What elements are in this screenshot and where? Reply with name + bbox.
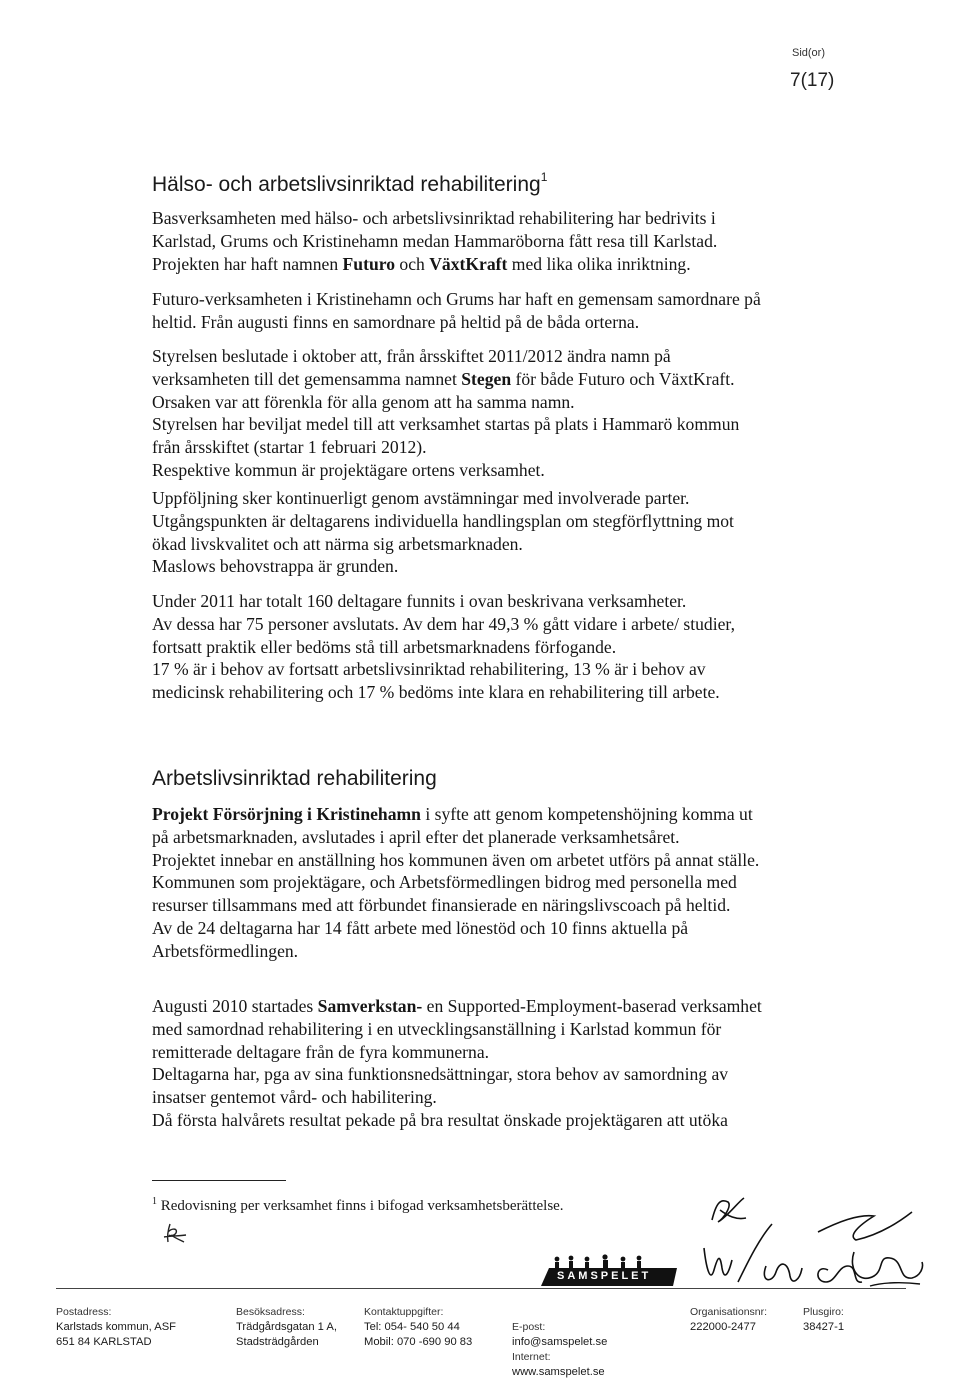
footer-kontakt [364,1305,472,1350]
text-line: 17 % är i behov av fortsatt arbetslivsinriktad rehabilitering, 13 % är i behov av [152,659,706,680]
footer-website-link[interactable]: www.samspelet.se [512,1366,605,1378]
text-line: Kommunen som projektägare, och Arbetsförmedlingen bidrog med personella med [152,872,737,893]
paragraph [152,487,852,578]
text-line [152,253,852,276]
footer-label: Kontaktuppgifter: [364,1306,444,1318]
signatures [698,1196,928,1288]
text-line: Deltagarna har, pga av sina funktionsnedsättningar, stora behov av samordning av [152,1064,729,1085]
text-line: med samordnad rehabilitering i en utvecklingsanställning i Karlstad kommun för [152,1018,722,1039]
text-line: på arbetsmarknaden, avslutades i april efter det planerade verksamhetsåret. [152,826,680,847]
text-line: Projektet innebar en anställning hos kommunen även om arbetet utförs på annat ställe. [152,849,760,870]
text-line: Då första halvårets resultat pekade på bra resultat önskade projektägaren att utöka [152,1109,728,1130]
footer-internet-row [512,1350,607,1380]
footer-label: Plusgiro: [803,1306,844,1318]
paragraph [152,590,852,704]
paragraph [152,803,852,963]
footer-label: Organisationsnr: [690,1306,768,1318]
footnote-text: Redovisning per verksamhet finns i bifogad verksamhetsberättelse. [157,1198,564,1214]
project-name-stegen: Stegen [461,368,512,389]
footer-mobile: Mobil: 070 -690 90 83 [364,1336,473,1348]
text-line: Futuro-verksamheten i Kristinehamn och Grums har haft en gemensam samordnare på [152,289,761,309]
footer-label: Internet: [512,1351,551,1363]
text-line: insatser gentemot vård- och habilitering. [152,1087,437,1108]
text-line: från årsskiftet (startar 1 februari 2012). [152,437,427,458]
text-line: Uppföljning sker kontinuerligt genom avstämningar med involverade parter. [152,488,690,508]
footer-label: E-post: [512,1321,546,1333]
footer-label: Postadress: [56,1306,112,1318]
section-heading-halso [152,172,547,197]
footer-value: Karlstads kommun, ASF [56,1321,176,1333]
page-number: 7(17) [790,70,835,91]
handwritten-initial [162,1222,188,1246]
samspelet-logo [535,1254,685,1288]
footnote [152,1196,564,1215]
text-line: Styrelsen har beviljat medel till att verksamhet startas på plats i Hammarö kommun [152,414,740,435]
page-count-label: Sid(or) [792,47,826,59]
footer-value: 38427-1 [803,1321,845,1333]
text-line: Utgångspunkten är deltagarens individuella handlingsplan om stegförflyttning mot [152,510,734,531]
text-run: i syfte att genom kompetenshöjning komma ut [420,804,753,824]
footer-label: Besöksadress: [236,1306,305,1318]
footnote-divider [152,1180,286,1181]
text-line: Karlstad, Grums och Kristinehamn medan Hammaröborna fått resa till Karlstad. [152,230,718,251]
text-line: heltid. Från augusti finns en samordnare på heltid på de båda orterna. [152,311,640,332]
footnote-number: 1 [152,1196,157,1207]
footer-value: Trädgårdsgatan 1 A, [236,1321,337,1333]
text-line [152,803,852,826]
heading-text: Hälso- och arbetslivsinriktad rehabilitering [152,173,541,196]
text-line [152,368,852,391]
project-name-futuro: Futuro [342,253,396,274]
footer-web [512,1320,607,1380]
footer-divider [56,1288,906,1289]
footer-value: 651 84 KARLSTAD [56,1336,152,1348]
text-line [152,995,852,1018]
text-run: med lika olika inriktning. [507,253,691,274]
text-line: remitterade deltagare från de fyra kommunerna. [152,1041,490,1062]
text-line: Av de 24 deltagarna har 14 fått arbete med lönestöd och 10 finns aktuella på [152,917,689,938]
text-line: Basverksamheten med hälso- och arbetslivsinriktad rehabilitering har bedrivits i [152,208,716,228]
text-run: för både Futuro och VäxtKraft. [511,368,735,389]
section-heading-arbetslivsinriktad: Arbetslivsinriktad rehabilitering [152,767,437,790]
footer-email-link[interactable]: info@samspelet.se [512,1336,608,1348]
text-line: Styrelsen beslutade i oktober att, från årsskiftet 2011/2012 ändra namn på [152,346,671,366]
logo-text: SAMSPELET [557,1270,652,1282]
paragraph [152,288,852,334]
footer-orgnr [690,1305,767,1335]
footer-plusgiro [803,1305,844,1335]
footer-value: Stadsträdgården [236,1336,319,1348]
text-run: Projekten har haft namnen [152,253,343,274]
text-run: en Supported-Employment-baserad verksamhet [422,996,762,1016]
paragraph [152,207,852,275]
text-run: Augusti 2010 startades [152,996,318,1016]
paragraph [152,995,852,1132]
project-name-forsorjning: Projekt Försörjning i Kristinehamn [152,804,421,824]
text-line: Maslows behovstrappa är grunden. [152,556,399,577]
footnote-reference: 1 [540,170,548,184]
footer-email-row [512,1320,607,1350]
footer-postadress [56,1305,176,1350]
footer-value: 222000-2477 [690,1321,756,1333]
text-line: Av dessa har 75 personer avslutats. Av dem har 49,3 % gått vidare i arbete/ studier, [152,613,735,634]
text-line: Respektive kommun är projektägare ortens verksamhet. [152,459,545,480]
text-line: Under 2011 har totalt 160 deltagare funnits i ovan beskrivana verksamheter. [152,591,687,611]
text-line: fortsatt praktik eller bedöms stå till arbetsmarknadens förfogande. [152,636,617,657]
paragraph [152,345,852,482]
text-run: verksamheten till det gemensamma namnet [152,368,462,389]
text-line: ökad livskvalitet och att närma sig arbetsmarknaden. [152,533,523,554]
text-line: resurser tillsammans med att förbundet finansierade en näringslivscoach på heltid. [152,895,731,916]
project-name-vaxtkraft: VäxtKraft [429,253,508,274]
text-line: Arbetsförmedlingen. [152,940,299,961]
text-run: och [395,253,430,274]
project-name-samverkstan: Samverkstan- [317,996,423,1016]
footer-phone: Tel: 054- 540 50 44 [364,1321,460,1333]
text-line: medicinsk rehabilitering och 17 % bedöms inte klara en rehabilitering till arbete. [152,682,720,703]
footer-besoksadress [236,1305,337,1350]
text-line: Orsaken var att förenkla för alla genom att ha samma namn. [152,391,575,412]
